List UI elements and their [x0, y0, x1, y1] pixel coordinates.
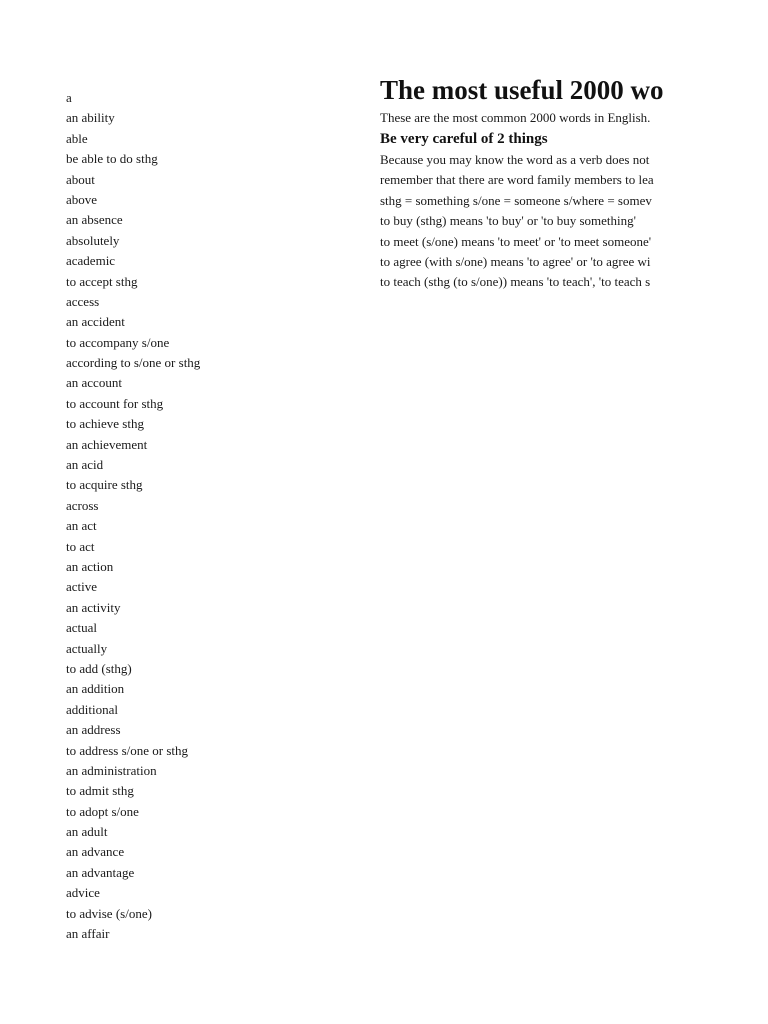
note-line: to teach (sthg (to s/one)) means 'to teach', 'to teach s	[380, 274, 651, 290]
word-list-item: an advance	[66, 844, 125, 860]
word-list-item: to accompany s/one	[66, 334, 170, 350]
word-list-item: to advise (s/one)	[66, 905, 152, 921]
word-list-item: an accident	[66, 314, 125, 330]
word-list-item: able	[66, 130, 88, 146]
word-list-item: access	[66, 293, 100, 309]
word-list-item: actual	[66, 620, 98, 636]
intro-text: These are the most common 2000 words in English.	[380, 110, 651, 125]
note-line: sthg = something s/one = someone s/where = somev	[380, 192, 652, 208]
note-line: Because you may know the word as a verb does not	[380, 152, 650, 167]
subheading: Be very careful of 2 things	[380, 131, 548, 147]
word-list-item: an activity	[66, 599, 121, 615]
word-list-item: be able to do sthg	[66, 151, 158, 167]
word-list-item: an acid	[66, 457, 104, 473]
word-list-item: to acquire sthg	[66, 477, 143, 493]
word-list-item: absolutely	[66, 232, 120, 248]
word-list-item: an action	[66, 558, 114, 574]
word-list-item: an achievement	[66, 436, 148, 452]
word-list-item: above	[66, 191, 98, 207]
word-list-item: an addition	[66, 681, 125, 697]
word-list-item: to account for sthg	[66, 395, 164, 411]
note-line: to buy (sthg) means 'to buy' or 'to buy something'	[380, 213, 636, 229]
word-list-item: active	[66, 579, 98, 595]
word-list-item: an ability	[66, 110, 115, 126]
word-list-item: about	[66, 171, 95, 187]
word-list-item: to achieve sthg	[66, 416, 144, 432]
word-list-item: to act	[66, 538, 95, 554]
note-line: to agree (with s/one) means 'to agree' or 'to agree wi	[380, 253, 651, 269]
document-title: The most useful 2000 wo	[380, 75, 664, 105]
word-list-item: academic	[66, 253, 116, 269]
word-list-item: additional	[66, 701, 118, 717]
word-list-item: an account	[66, 375, 122, 391]
word-list-item: a	[66, 90, 72, 105]
word-list-item: to address s/one or sthg	[66, 742, 189, 758]
note-line: remember that there are word family members to lea	[380, 172, 654, 188]
word-list-item: an absence	[66, 212, 123, 228]
word-list-item: an administration	[66, 762, 157, 778]
word-list-item: actually	[66, 640, 108, 656]
word-list-item: to adopt s/one	[66, 803, 139, 819]
word-list-item: to admit sthg	[66, 783, 134, 799]
word-list-item: an adult	[66, 824, 108, 840]
note-line: to meet (s/one) means 'to meet' or 'to meet someone'	[380, 233, 652, 249]
word-list-item: an address	[66, 722, 121, 738]
note-lines	[380, 150, 694, 293]
word-list-item: according to s/one or sthg	[66, 355, 201, 371]
word-list-item: across	[66, 497, 99, 513]
word-list-item: to accept sthg	[66, 273, 138, 289]
word-list	[66, 88, 200, 944]
info-panel	[380, 70, 694, 293]
word-list-item: advice	[66, 885, 100, 901]
word-list-item: an affair	[66, 926, 110, 942]
word-list-item: an act	[66, 518, 97, 534]
word-list-item: an advantage	[66, 864, 135, 880]
word-list-item: to add (sthg)	[66, 660, 132, 676]
